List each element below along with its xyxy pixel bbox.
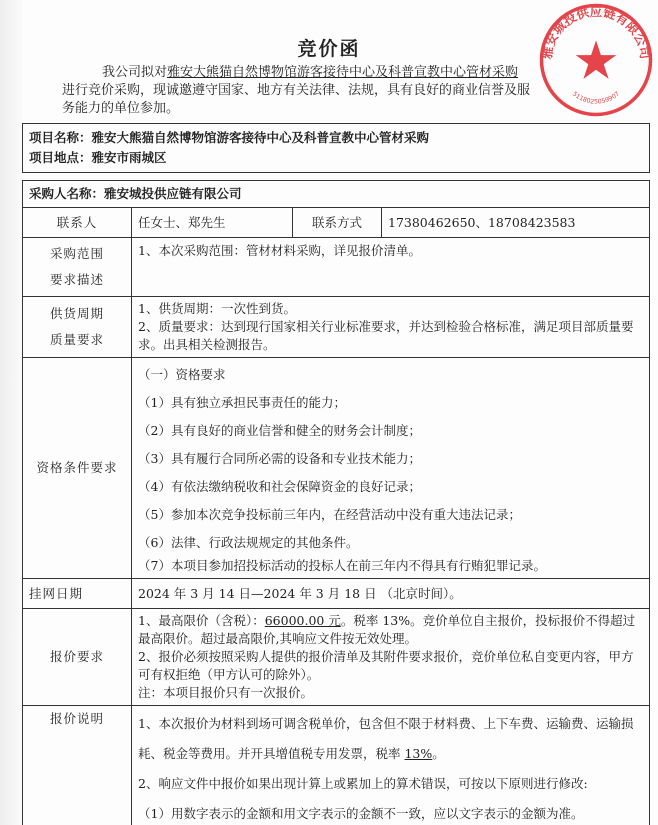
supply-line: 1、供货周期：一次性到货。 (138, 301, 296, 316)
scan-edge (0, 0, 22, 825)
project-place-label: 项目地点： (29, 150, 92, 165)
qualification-row (23, 358, 650, 579)
quote-requirement-row (23, 609, 650, 706)
scope-row (23, 238, 650, 297)
phone-label: 联系方式 (293, 208, 382, 238)
quality-line: 2、质量要求：达到现行国家相关行业标准要求，并达到检验合格标准，满足项目部质量要求。出具相关检测报告。 (138, 319, 634, 352)
max-price: 66000.00 元 (264, 613, 341, 628)
posting-text: 2024 年 3 月 14 日—2024 年 3 月 18 日 （北京时间）。 (132, 579, 650, 609)
quote-note: 注：本项目报价只有一次报价。 (138, 685, 314, 700)
supply-row (23, 297, 650, 358)
qualification-line: （一）资格要求 (138, 367, 226, 382)
intro-after: 进行竞价采购，现诚邀遵守国家、地方有关法律、法规，具有良好的商业信誉及服务能力的单位参加。 (62, 83, 531, 116)
intro-project: 雅安大熊猫自然博物馆游客接待中心及科普宣教中心管材采购 (167, 65, 519, 80)
contact-row (23, 208, 650, 238)
project-place: 雅安市雨城区 (91, 150, 167, 165)
max-price-label: 1、最高限价（含税）： (138, 613, 265, 628)
quote-description-row (23, 706, 650, 825)
intro-paragraph (62, 64, 530, 118)
posting-label: 挂网日期 (23, 579, 132, 609)
buyer-row (23, 181, 650, 208)
intro-before: 我公司拟对 (102, 65, 168, 80)
svg-text:5118025059907: 5118025059907 (570, 90, 622, 106)
scope-text: 1、本次采购范围：管材材料采购，详见报价清单。 (132, 238, 650, 297)
qualification-line: （3）具有履行合同所必需的设备和专业技术能力； (138, 451, 421, 466)
requirement-label: 要求描述 (49, 272, 104, 287)
svg-text:雅安城投供应链有限公司: 雅安城投供应链有限公司 (539, 3, 653, 61)
bid-table (22, 123, 650, 825)
posting-row (23, 579, 650, 609)
qualification-line: （4）有依法缴纳税收和社会保障资金的良好记录； (138, 479, 421, 494)
desc-line-3: （1）用数字表示的金额和用文字表示的金额不一致，应以文字表示的金额为准。 (138, 806, 584, 821)
qualification-line: （2）具有良好的商业信誉和健全的财务会计制度； (138, 423, 421, 438)
desc-line-2: 2、响应文件中报价如果出现计算上或累加上的算术错误，可按以下原则进行修改: (138, 776, 588, 791)
contact-label: 联系人 (23, 208, 132, 238)
contact-people: 任女士、郑先生 (132, 208, 293, 238)
qualification-line: （1）具有独立承担民事责任的能力； (138, 395, 346, 410)
contact-phones: 17380462650、18708423583 (382, 208, 650, 238)
desc-line-1: 1、本次报价为材料到场可调含税单价，包含但不限于材料费、上下车费、运输费、运输损耗、税金等费用。并开具增值税专用发票，税率 (138, 716, 634, 761)
quote-requirement-label: 报价要求 (23, 609, 132, 706)
qualification-line: （6）法律、行政法规规定的其他条件。 (138, 535, 359, 550)
buyer-name: 雅安城投供应链有限公司 (104, 186, 242, 201)
max-price-rest: 。税率 13%。竞价单位自主报价，投标报价不得超过最高限价。超过最高限价,其响应文件按无效处理。 (138, 613, 636, 646)
scope-label: 采购范围 (49, 246, 104, 261)
buyer-label: 采购人名称： (29, 186, 105, 201)
qualification-label: 资格条件要求 (23, 358, 132, 579)
tax-rate: 13% (404, 746, 433, 761)
desc-line-1-end: 。 (432, 746, 445, 761)
qualification-line: （5）参加本次竞争投标前三年内，在经营活动中没有重大违法记录； (138, 507, 521, 522)
quote-description-label: 报价说明 (23, 706, 132, 825)
quote-rule: 2、报价必须按照采购人提供的报价清单及其附件要求报价，竞价单位私自变更内容，甲方可有权拒绝（甲方认可的除外）。 (138, 649, 634, 682)
document-title: 竞价函 (297, 38, 361, 60)
project-name: 雅安大熊猫自然博物馆游客接待中心及科普宣教中心管材采购 (91, 130, 430, 145)
qualification-line: （7）本项目参加招投标活动的投标人在前三年内不得具有行贿犯罪记录。 (138, 558, 546, 573)
supply-period-label: 供货周期 (49, 306, 104, 321)
project-row (23, 124, 650, 173)
quality-label: 质量要求 (49, 332, 104, 347)
project-name-label: 项目名称： (29, 130, 92, 145)
